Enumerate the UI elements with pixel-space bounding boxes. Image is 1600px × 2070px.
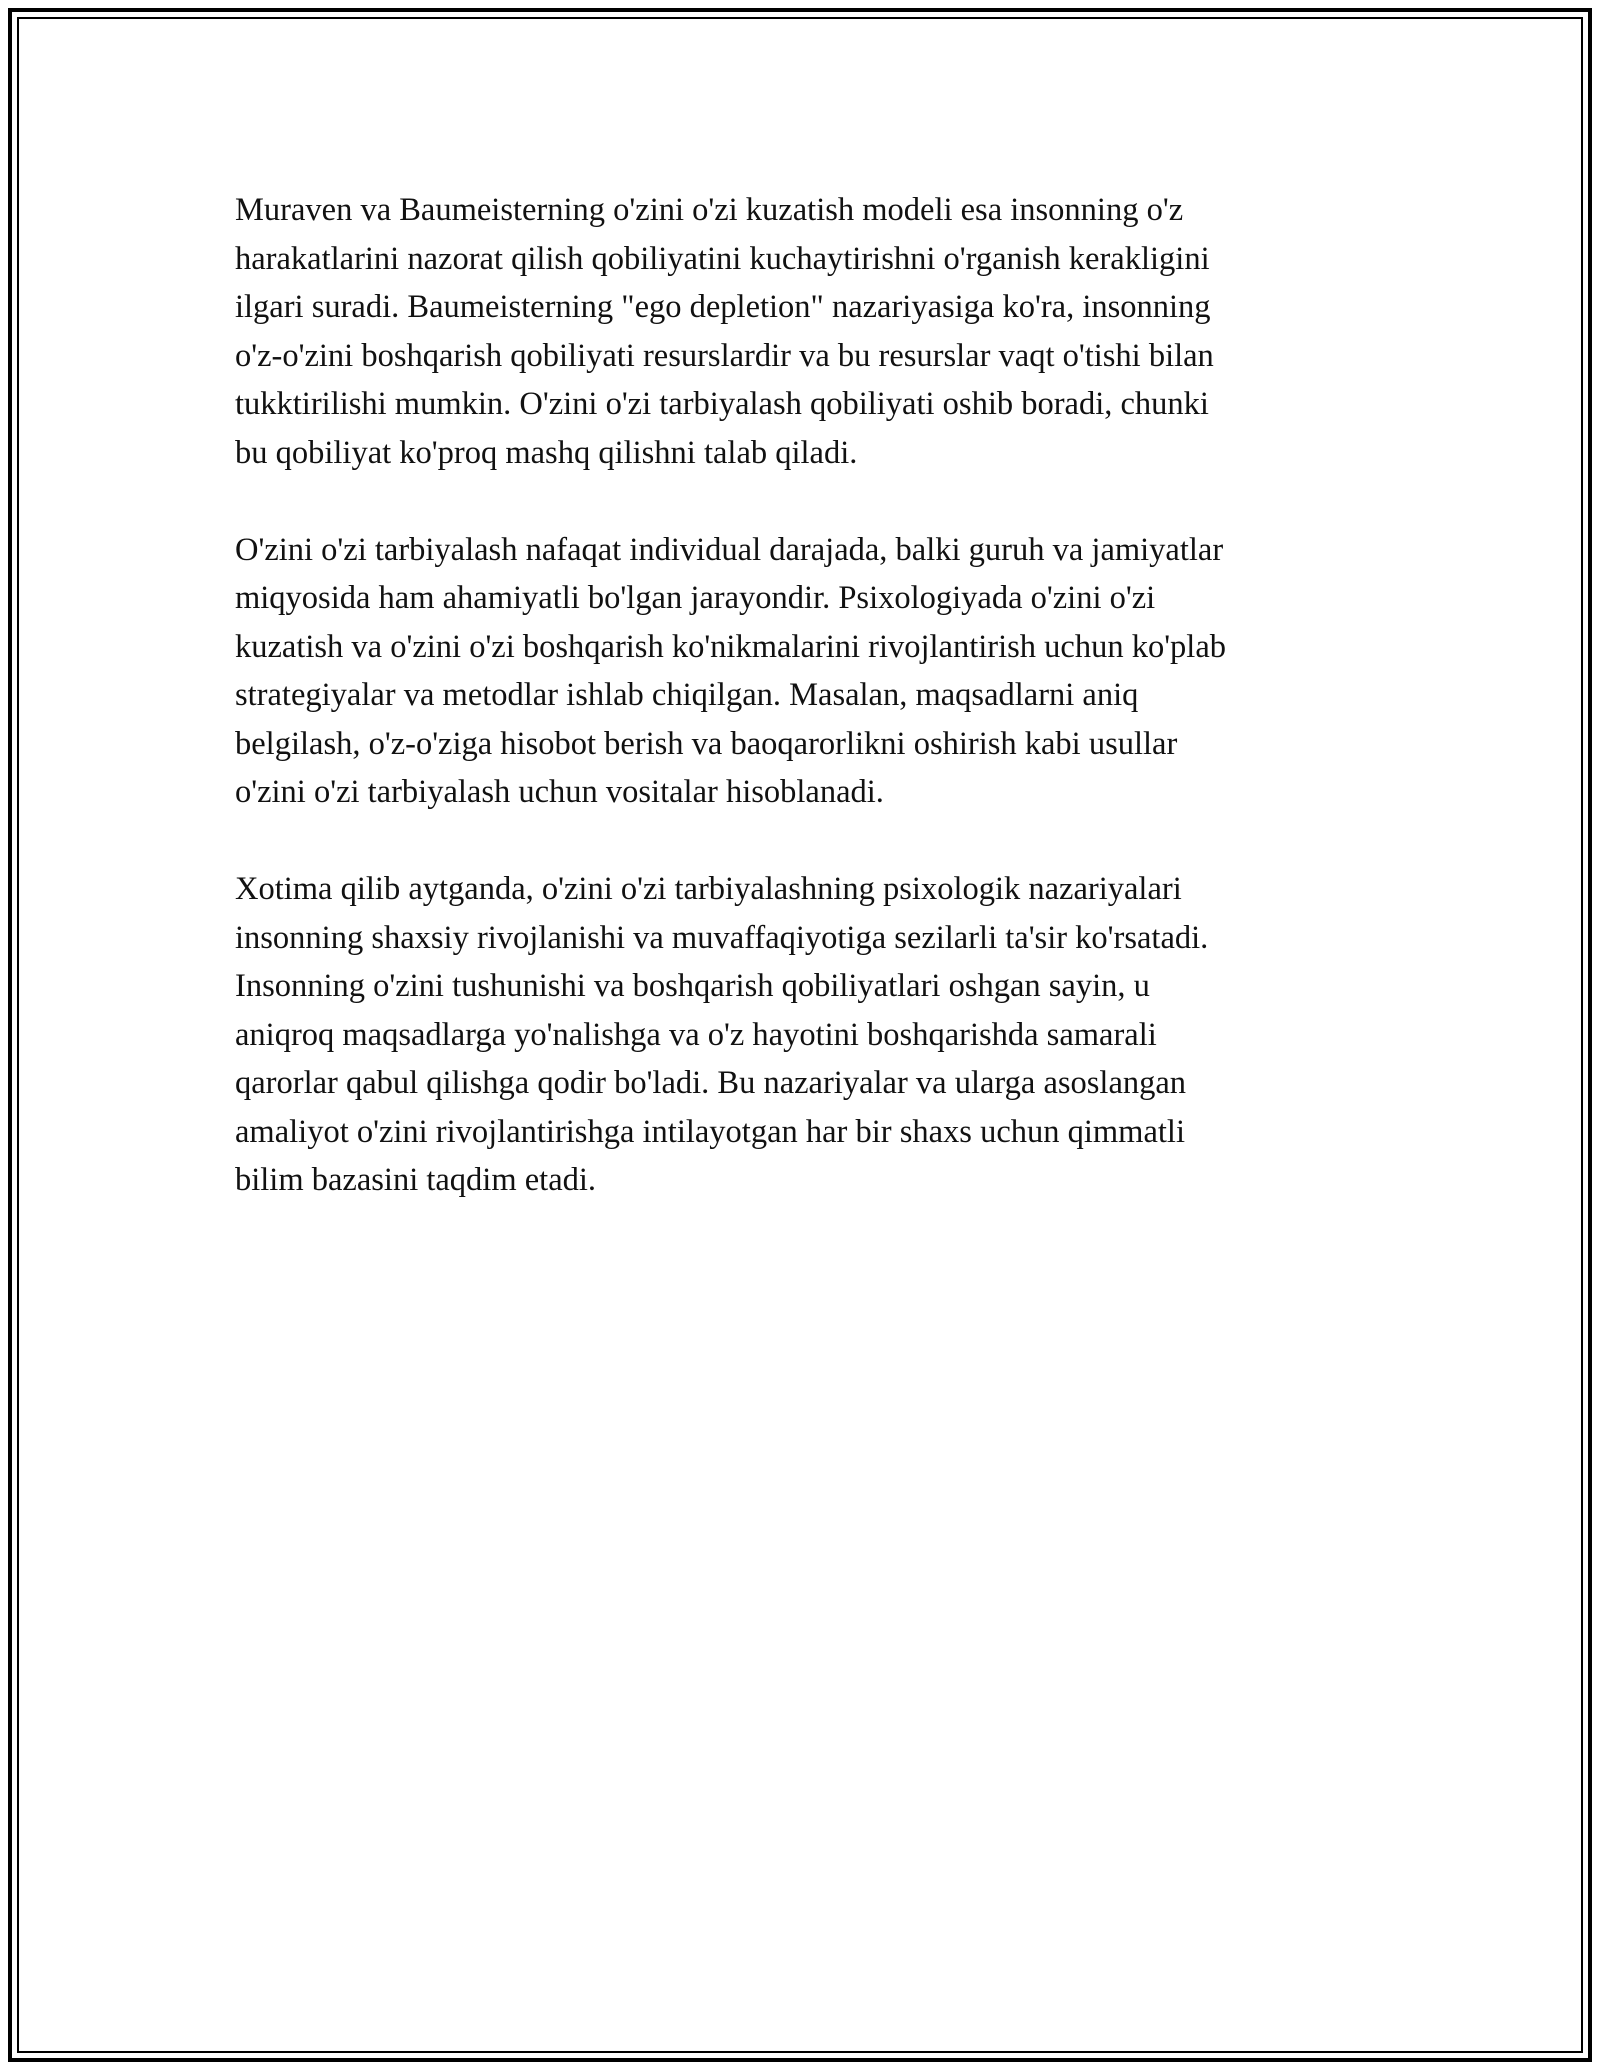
- text-line: amaliyot o'zini rivojlantirishga intilayotgan har bir shaxs uchun qimmatli: [235, 1113, 1185, 1150]
- text-line: miqyosida ham ahamiyatli bo'lgan jarayondir. Psixologiyada o'zini o'zi: [235, 580, 1156, 616]
- text-line: bu qobiliyat ko'proq mashq qilishni talab qiladi.: [235, 434, 858, 471]
- text-line: harakatlarini nazorat qilish qobiliyatini kuchaytirishni o'rganish kerakligini: [235, 240, 1210, 277]
- document-body: [235, 186, 1365, 1253]
- text-line: O'zini o'zi tarbiyalash nafaqat individual darajada, balki guruh va jamiyatlar: [235, 531, 1224, 568]
- text-line: bilim bazasini taqdim etadi.: [235, 1162, 597, 1198]
- text-line: Insonning o'zini tushunishi va boshqarish qobiliyatlari oshgan sayin, u: [235, 968, 1150, 1004]
- text-line: qarorlar qabul qilishga qodir bo'ladi. Bu nazariyalar va ularga asoslangan: [235, 1065, 1187, 1101]
- text-line: ilgari suradi. Baumeisterning "ego depletion" nazariyasiga ko'ra, insonning: [235, 289, 1211, 325]
- text-line: o'zini o'zi tarbiyalash uchun vositalar hisoblanadi.: [235, 774, 884, 810]
- text-line: aniqroq maqsadlarga yo'nalishga va o'z hayotini boshqarishda samarali: [235, 1016, 1157, 1053]
- text-line: tukktirilishi mumkin. O'zini o'zi tarbiyalash qobiliyati oshib boradi, chunki: [235, 386, 1209, 422]
- paragraph-3: [235, 865, 1365, 1205]
- text-line: Muraven va Baumeisterning o'zini o'zi kuzatish modeli esa insonning o'z: [235, 192, 1184, 228]
- paragraph-2: [235, 526, 1365, 817]
- text-line: kuzatish va o'zini o'zi boshqarish ko'nikmalarini rivojlantirish uchun ko'plab: [235, 628, 1227, 665]
- paragraph-1: [235, 186, 1365, 477]
- text-line: belgilash, o'z-o'ziga hisobot berish va baoqarorlikni oshirish kabi usullar: [235, 725, 1178, 762]
- text-line: strategiyalar va metodlar ishlab chiqilgan. Masalan, maqsadlarni aniq: [235, 677, 1139, 713]
- text-line: Xotima qilib aytganda, o'zini o'zi tarbiyalashning psixologik nazariyalari: [235, 871, 1182, 907]
- text-line: insonning shaxsiy rivojlanishi va muvaffaqiyotiga sezilarli ta'sir ko'rsatadi.: [235, 919, 1209, 956]
- text-line: o'z-o'zini boshqarish qobiliyati resurslardir va bu resurslar vaqt o'tishi bilan: [235, 337, 1214, 374]
